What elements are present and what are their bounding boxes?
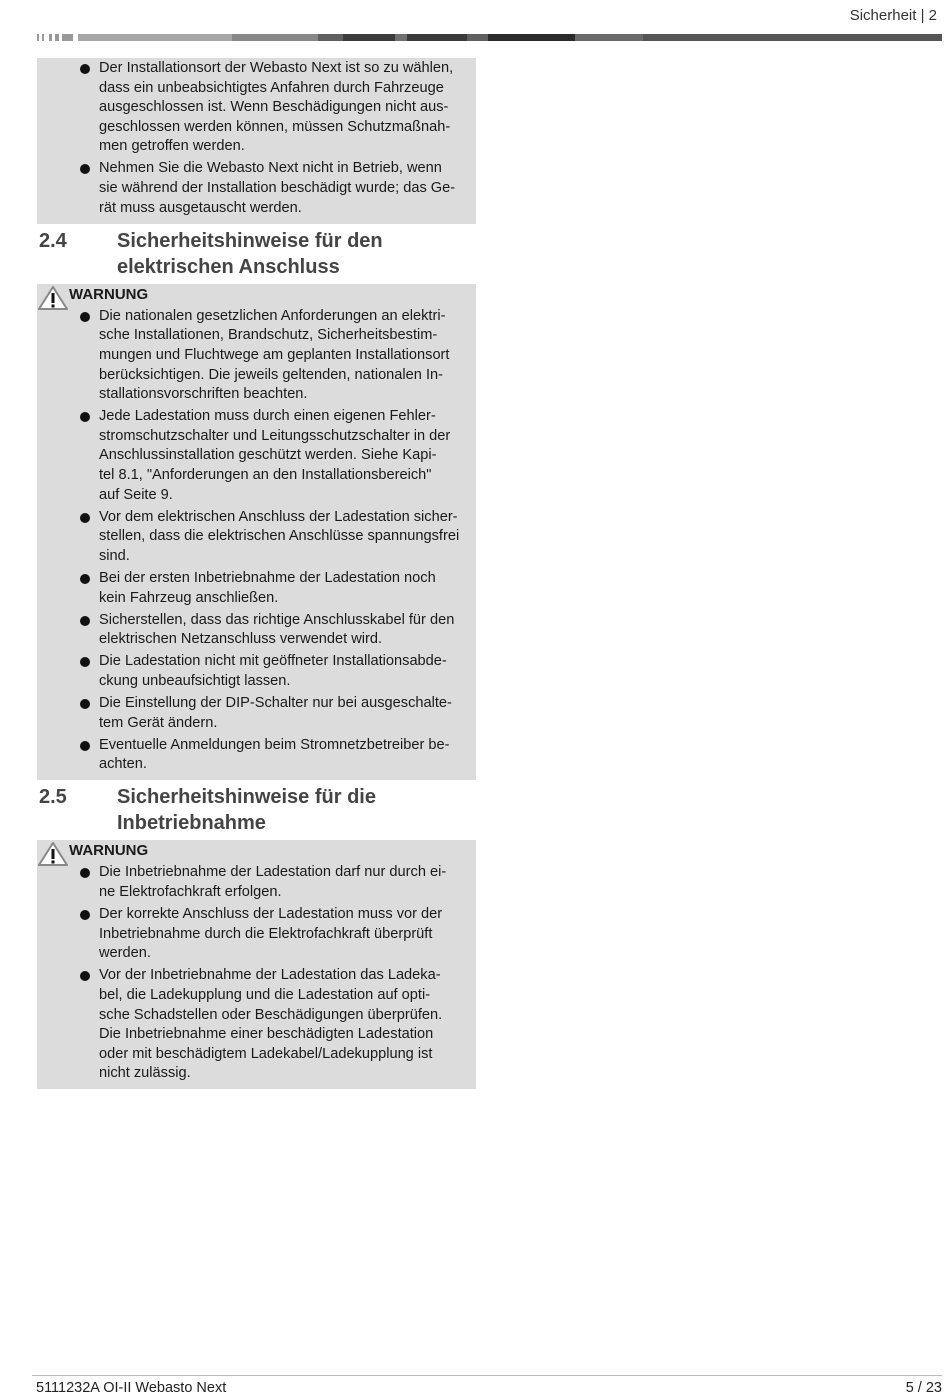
content-column xyxy=(37,58,476,1089)
list-item: Die Einstellung der DIP-Schalter nur bei ausgeschalte- tem Gerät ändern. xyxy=(37,694,476,733)
list-item: Die nationalen gesetzlichen Anforderungen an elektri- sche Installationen, Brandschutz, Sicherheitsbestim- mungen und Fluchtwege am geplanten Installationsort berücksichtigen. Die jeweils geltenden, nationalen In- stallationsvorschriften beachten. xyxy=(37,307,476,405)
list-item: Der Installationsort der Webasto Next ist so zu wählen, dass ein unbeabsichtigtes Anfahren durch Fahrzeuge ausgeschlossen ist. Wenn Beschädigungen nicht aus- geschlossen werden können, müssen Schutzmaßnah- men getroffen werden. xyxy=(37,59,476,157)
bullet-icon xyxy=(80,657,90,667)
bullet-icon xyxy=(80,971,90,981)
list-item: Bei der ersten Inbetriebnahme der Ladestation noch kein Fahrzeug anschließen. xyxy=(37,569,476,608)
bullet-icon xyxy=(80,312,90,322)
list-item: Die Ladestation nicht mit geöffneter Installationsabde- ckung unbeaufsichtigt lassen. xyxy=(37,652,476,691)
bullet-icon xyxy=(80,868,90,878)
list-item: Vor der Inbetriebnahme der Ladestation das Ladeka- bel, die Ladekupplung und die Ladestation auf opti- sche Schadstellen oder Beschädigungen überprüfen. Die Inbetriebnahme einer beschädigten Ladestation oder mit beschädigtem Ladekabel/Ladekupplung ist nicht zulässig. xyxy=(37,966,476,1084)
page-footer xyxy=(32,1375,942,1396)
bullet-icon xyxy=(80,699,90,709)
warning-box-2-4 xyxy=(37,284,476,781)
bullet-icon xyxy=(80,64,90,74)
page-number: 5 / 23 xyxy=(905,1380,942,1396)
intro-notice-box xyxy=(37,58,476,224)
section-heading-2-5: 2.5 Sicherheitshinweise für die Inbetriebnahme xyxy=(39,786,376,835)
warning-box-2-5 xyxy=(37,840,476,1089)
document-id: 5111232A OI-II Webasto Next xyxy=(36,1380,227,1396)
running-header: Sicherheit | 2 xyxy=(849,7,937,24)
list-item: Die Inbetriebnahme der Ladestation darf nur durch ei- ne Elektrofachkraft erfolgen. xyxy=(37,863,476,902)
list-item: Eventuelle Anmeldungen beim Stromnetzbetreiber be- achten. xyxy=(37,736,476,775)
warning-list xyxy=(37,863,476,1084)
list-item: Nehmen Sie die Webasto Next nicht in Betrieb, wenn sie während der Installation beschädigt wurde; das Ge- rät muss ausgetauscht werden. xyxy=(37,159,476,218)
bullet-icon xyxy=(80,513,90,523)
bullet-icon xyxy=(80,164,90,174)
list-item: Sicherstellen, dass das richtige Anschlusskabel für den elektrischen Netzanschluss verwendet wird. xyxy=(37,611,476,650)
section-heading-2-4: 2.4 Sicherheitshinweise für den elektrischen Anschluss xyxy=(39,229,383,278)
warning-header: WARNUNG xyxy=(37,841,476,863)
warning-list xyxy=(37,307,476,775)
bullet-icon xyxy=(80,616,90,626)
bullet-icon xyxy=(80,412,90,422)
list-item: Vor dem elektrischen Anschluss der Ladestation sicher- stellen, dass die elektrischen Anschlüsse spannungsfrei sind. xyxy=(37,508,476,567)
bullet-icon xyxy=(80,741,90,751)
list-item: Der korrekte Anschluss der Ladestation muss vor der Inbetriebnahme durch die Elektrofachkraft überprüft werden. xyxy=(37,905,476,964)
warning-header: WARNUNG xyxy=(37,285,476,307)
bullet-icon xyxy=(80,574,90,584)
bullet-icon xyxy=(80,910,90,920)
list-item: Jede Ladestation muss durch einen eigenen Fehler- stromschutzschalter und Leitungsschutzschalter in der Anschlussinstallation geschützt werden. Siehe Kapi- tel 8.1, "Anforderungen an den Installationsbereich" auf Seite 9. xyxy=(37,407,476,505)
